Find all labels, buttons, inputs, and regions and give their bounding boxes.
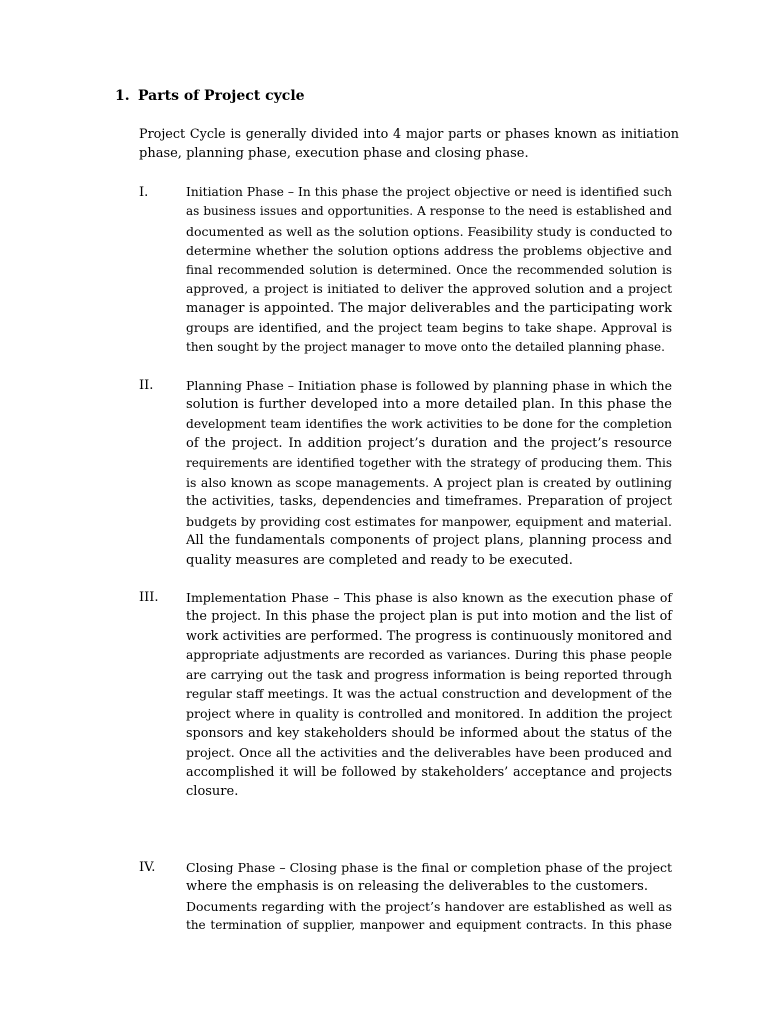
phase-text [186, 858, 672, 936]
phase-line: as business issues and opportunities. A response to the need is established and [186, 204, 672, 219]
phase-text [186, 183, 672, 358]
phase-line: final recommended solution is determined. Once the recommended solution is [186, 262, 672, 277]
phase-line: determine whether the solution options address the problems objective and [186, 243, 672, 259]
phase-line: Documents regarding with the project’s handover are established as well as [186, 898, 672, 914]
phase-line: where the emphasis is on releasing the deliverables to the customers. [186, 879, 648, 895]
phase-line: closure. [186, 784, 239, 800]
phase-text [186, 376, 672, 570]
phase-line: appropriate adjustments are recorded as variances. During this phase people [186, 648, 672, 663]
phase-line: Initiation Phase – In this phase the project objective or need is identified such [186, 185, 672, 199]
phase-line: project. Once all the activities and the deliverables have been produced and [186, 745, 672, 761]
section-heading [115, 87, 305, 106]
phase-line: requirements are identified together with the strategy of producing them. This [186, 455, 672, 470]
phase-line: sponsors and key stakeholders should be informed about the status of the [186, 725, 672, 741]
section-number: 1. [115, 88, 130, 104]
phase-line: are carrying out the task and progress information is being reported through [186, 667, 672, 682]
phase-line: groups are identified, and the project team begins to take shape. Approval is [186, 320, 672, 335]
phase-line: Closing Phase – Closing phase is the final or completion phase of the project [186, 860, 672, 875]
phase-line: approved, a project is initiated to deliver the approved solution and a project [186, 282, 672, 297]
phase-line: All the fundamentals components of project plans, planning process and [186, 533, 672, 549]
intro-paragraph [139, 125, 679, 164]
phase-line: then sought by the project manager to move onto the detailed planning phase. [186, 340, 665, 355]
intro-line: Project Cycle is generally divided into 4 major parts or phases known as initiation [139, 127, 679, 142]
phase-marker: IV. [139, 860, 156, 875]
phase-line: development team identifies the work activities to be done for the completion [186, 416, 672, 431]
phase-marker: III. [139, 590, 159, 605]
phase-line: Implementation Phase – This phase is also known as the execution phase of [186, 590, 672, 605]
phase-line: budgets by providing cost estimates for manpower, equipment and material. [186, 513, 672, 529]
phase-line: Planning Phase – Initiation phase is followed by planning phase in which the [186, 378, 672, 393]
phase-line: the project. In this phase the project plan is put into motion and the list of [186, 609, 672, 625]
phase-line: regular staff meetings. It was the actual construction and development of the [186, 687, 672, 702]
phase-line: project where in quality is controlled and monitored. In addition the project [186, 706, 672, 722]
phase-line: of the project. In addition project’s duration and the project’s resource [186, 436, 672, 452]
phase-line: work activities are performed. The progress is continuously monitored and [186, 628, 672, 644]
phase-line: documented as well as the solution options. Feasibility study is conducted to [186, 223, 673, 239]
phase-marker: II. [139, 378, 154, 393]
section-title: Parts of Project cycle [138, 88, 305, 104]
phase-line: accomplished it will be followed by stakeholders’ acceptance and projects [186, 764, 672, 780]
phase-marker: I. [139, 185, 149, 200]
phase-line: is also known as scope managements. A project plan is created by outlining [186, 475, 672, 491]
phase-line: the activities, tasks, dependencies and timeframes. Preparation of project [186, 494, 672, 510]
phase-line: the termination of supplier, manpower and equipment contracts. In this phase [186, 918, 672, 933]
phase-line: solution is further developed into a more detailed plan. In this phase the [186, 397, 672, 413]
intro-line: phase, planning phase, execution phase and closing phase. [139, 146, 529, 162]
phase-line: manager is appointed. The major deliverables and the participating work [186, 301, 672, 317]
phase-text [186, 588, 672, 801]
phase-line: quality measures are completed and ready to be executed. [186, 552, 573, 568]
